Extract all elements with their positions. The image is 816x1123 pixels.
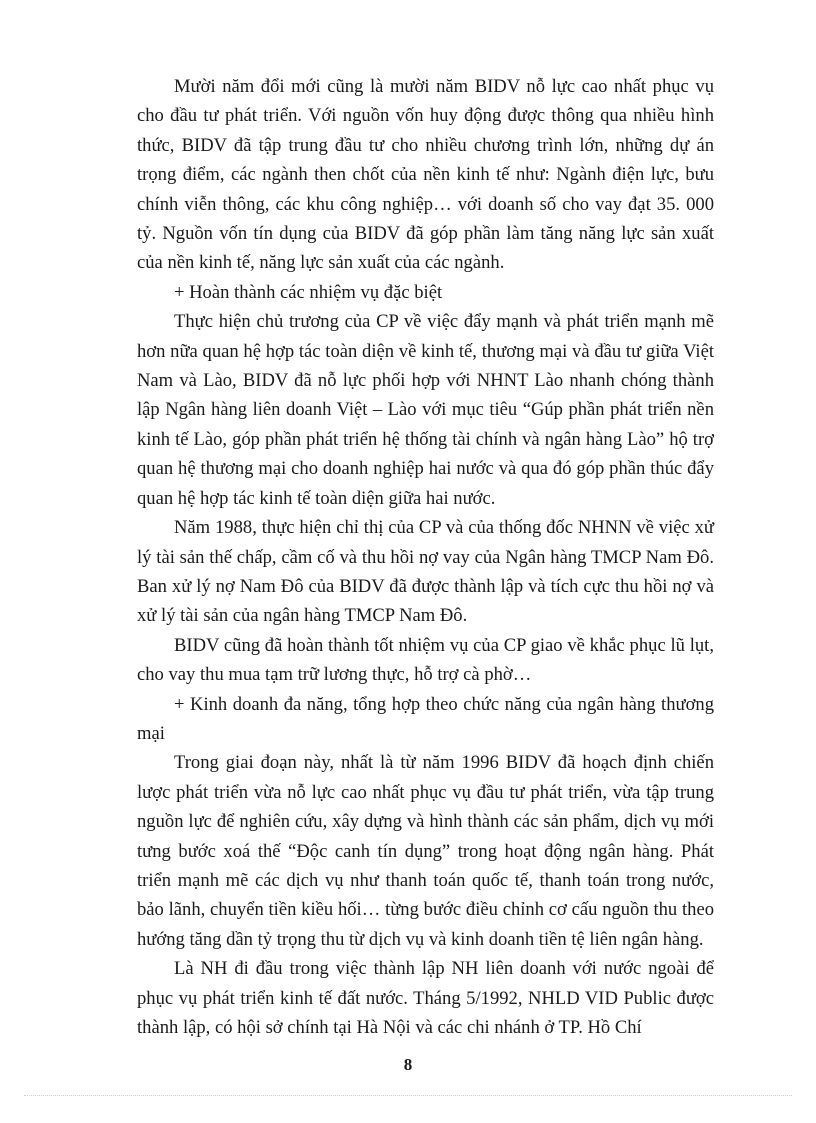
paragraph-vid-public-bank: Là NH đi đầu trong việc thành lập NH liên doanh với nước ngoài để phục vụ phát triển kinh tế đất nước. Tháng 5/1992, NHLD VID Public được thành lập, có hội sở chính tại Hà Nội và các chi nhánh ở TP. Hồ Chí bbox=[137, 958, 714, 1038]
paragraph-ten-years-renovation: Mười năm đổi mới cũng là mười năm BIDV nỗ lực cao nhất phục vụ cho đầu tư phát triển. Với nguồn vốn huy động được thông qua nhiều hình thức, BIDV đã tập trung đầu tư cho nhiều chương trình lớn, những dự án trọng điểm, các ngành then chốt của nền kinh tế như: Ngành điện lực, bưu chính viễn thông, các khu công nghiệp… với doanh số cho vay đạt 35. 000 tỷ. Nguồn vốn tín dụng của BIDV đã góp phần làm tăng năng lực sản xuất của nền kinh tế, năng lực sản xuất của các ngành. bbox=[137, 76, 714, 274]
paragraph-vietnam-laos-joint-venture: Thực hiện chủ trương của CP về việc đẩy mạnh và phát triển mạnh mẽ hơn nữa quan hệ hợp tác toàn diện về kinh tế, thương mại và đầu tư giữa Việt Nam và Lào, BIDV đã nỗ lực phối hợp với NHNT Lào nhanh chóng thành lập Ngân hàng liên doanh Việt – Lào với mục tiêu “Gúp phần phát triển nền kinh tế Lào, góp phần phát triển hệ thống tài chính và ngân hàng Lào” hộ trợ quan hệ thương mại cho doanh nghiệp hai nước và qua đó góp phần thúc đẩy quan hệ hợp tác kinh tế toàn diện giữa hai nước. bbox=[137, 311, 714, 509]
paragraph-development-strategy: Trong giai đoạn này, nhất là từ năm 1996 BIDV đã hoạch định chiến lược phát triển vừa nỗ lực cao nhất phục vụ đầu tư phát triển, vừa tập trung nguồn lực để nghiên cứu, xây dựng và hình thành các sản phẩm, dịch vụ mới tưng bước xoá thế “Độc canh tín dụng” trong hoạt động ngân hàng. Phát triển mạnh mẽ các dịch vụ như thanh toán quốc tế, thanh toán trong nước, bảo lãnh, chuyển tiền kiều hối… từng bước điều chỉnh cơ cấu nguồn thu theo hướng tăng dần tỷ trọng thu từ dịch vụ và kinh doanh tiền tệ liên ngân hàng. bbox=[137, 752, 714, 950]
heading-special-tasks: + Hoàn thành các nhiệm vụ đặc biệt bbox=[174, 281, 443, 303]
document-body bbox=[137, 72, 714, 1042]
footer-divider bbox=[24, 1095, 792, 1096]
paragraph-nam-do-debt-handling: Năm 1988, thực hiện chỉ thị của CP và của thống đốc NHNN về việc xử lý tài sản thế chấp, cầm cố và thu hồi nợ vay của Ngân hàng TMCP Nam Đô. Ban xử lý nợ Nam Đô của BIDV đã được thành lập và tích cực thu hồi nợ và xử lý tài sản của ngân hàng TMCP Nam Đô. bbox=[137, 517, 714, 627]
heading-multi-business: + Kinh doanh đa năng, tổng hợp theo chức năng của ngân hàng thương mại bbox=[137, 693, 714, 744]
page-number: 8 bbox=[403, 1055, 413, 1074]
paragraph-flood-relief: BIDV cũng đã hoàn thành tốt nhiệm vụ của CP giao về khắc phục lũ lụt, cho vay thu mua tạm trữ lương thực, hỗ trợ cà phờ… bbox=[137, 634, 714, 686]
